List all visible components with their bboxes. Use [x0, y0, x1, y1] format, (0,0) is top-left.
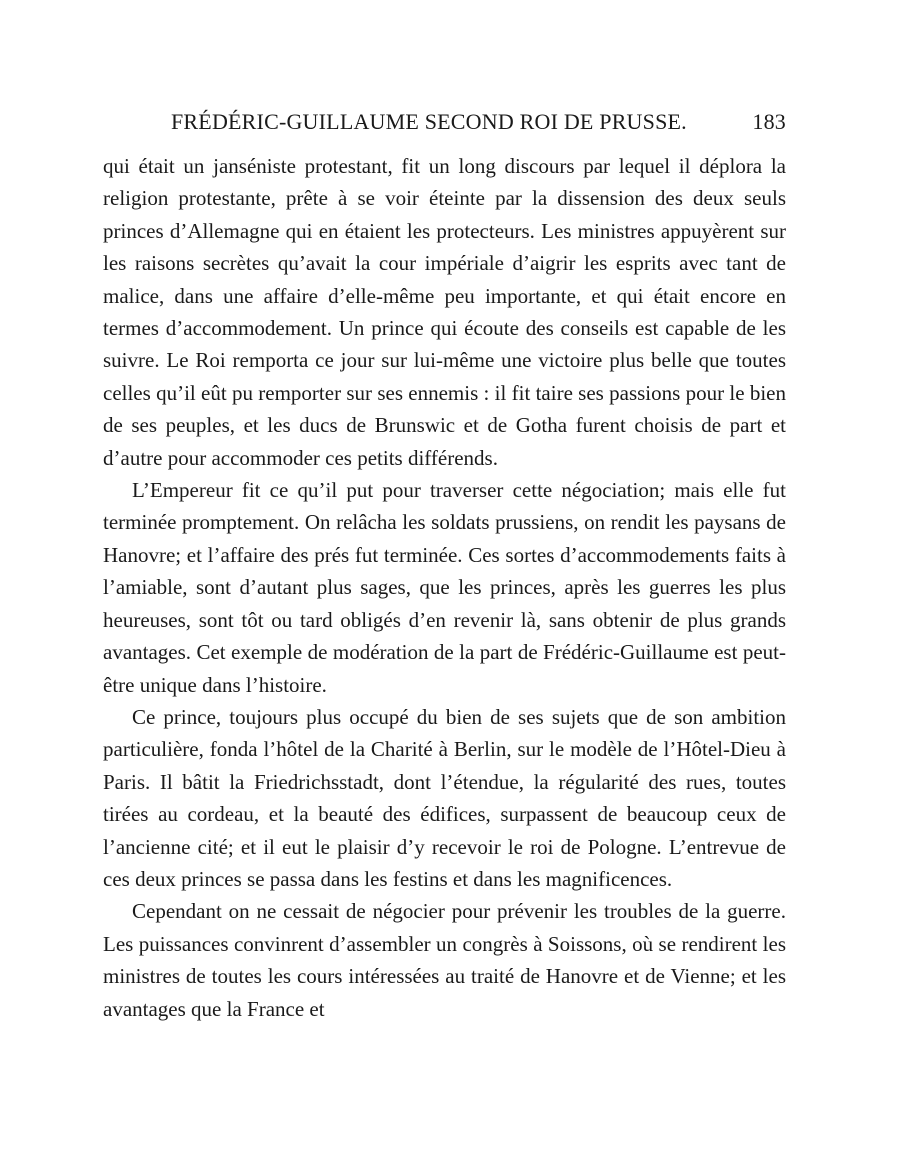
running-head — [103, 109, 786, 141]
paragraph: qui était un janséniste protestant, fit un long discours par lequel il déplora la religion protestante, prête à se voir éteinte par la dissension des deux seuls princes d’Allemagne qui en étaient les protecteurs. Les ministres appuyèrent sur les raisons secrètes qu’avait la cour impériale d’aigrir les esprits avec tant de malice, dans une affaire d’elle-même peu importante, et qui était encore en termes d’accommodement. Un prince qui écoute des conseils est capable de les suivre. Le Roi remporta ce jour sur lui-même une victoire plus belle que toutes celles qu’il eût pu remporter sur ses ennemis : il fit taire ses passions pour le bien de ses peuples, et les ducs de Brunswic et de Gotha furent choisis de part et d’autre pour accommoder ces petits différends. — [103, 154, 786, 470]
paragraph: Ce prince, toujours plus occupé du bien de ses sujets que de son ambition particulière, fonda l’hôtel de la Charité à Berlin, sur le modèle de l’Hôtel-Dieu à Paris. Il bâtit la Friedrichsstadt, dont l’étendue, la régularité des rues, toutes tirées au cordeau, et la beauté des édifices, surpassent de beaucoup ceux de l’ancienne cité; et il eut le plaisir d’y recevoir le roi de Pologne. L’entrevue de ces deux princes se passa dans les festins et dans les magnificences. — [103, 704, 786, 891]
paragraph: Cependant on ne cessait de négocier pour prévenir les troubles de la guerre. Les puissances convinrent d’assembler un congrès à Soissons, où se rendirent les ministres de toutes les cours intéressées au traité de Hanovre et de Vienne; et les avantages que la France et — [103, 899, 786, 1021]
page-number: 183 — [752, 109, 786, 134]
paragraph: L’Empereur fit ce qu’il put pour traverser cette négociation; mais elle fut terminée promptement. On relâcha les soldats prussiens, on rendit les paysans de Hanovre; et l’affaire des prés fut terminée. Ces sortes d’accommodements faits à l’amiable, sont d’autant plus sages, que les princes, après les guerres les plus heureuses, sont tôt ou tard obligés d’en revenir là, sans obtenir de plus grands avantages. Cet exemple de modération de la part de Frédéric-Guillaume est peut-être unique dans l’histoire. — [103, 478, 786, 697]
body-text — [103, 150, 786, 1025]
running-title: FRÉDÉRIC-GUILLAUME SECOND ROI DE PRUSSE. — [171, 109, 687, 134]
